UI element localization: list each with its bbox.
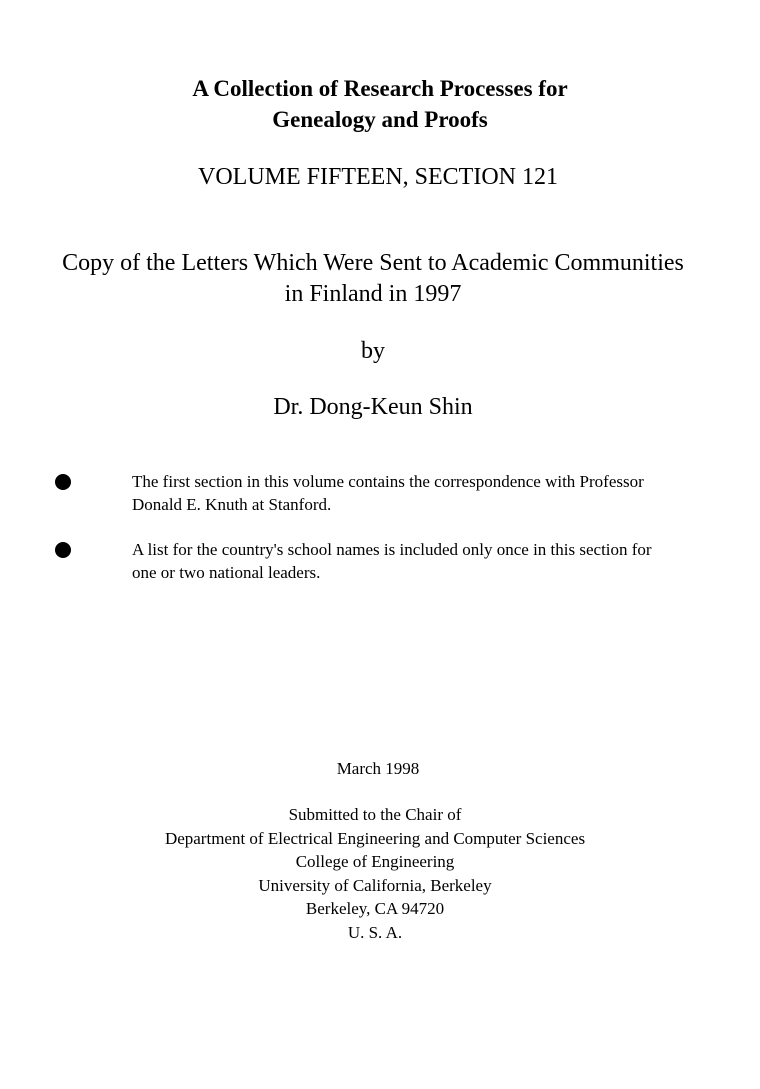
bullet-2-line-2: one or two national leaders. — [132, 563, 321, 582]
bullet-text — [132, 470, 707, 516]
submission-line-3: College of Engineering — [295, 852, 455, 872]
bullet-2-line-1: A list for the country's school names is included only once in this section for — [132, 540, 652, 559]
byline: by — [361, 338, 385, 364]
title-line-1: A Collection of Research Processes for — [192, 76, 568, 101]
document-title — [0, 73, 760, 135]
date: March 1998 — [336, 759, 420, 778]
bullet-text — [132, 538, 707, 584]
submission-block — [0, 803, 750, 945]
submission-line-2: Department of Electrical Engineering and Computer Sciences — [164, 828, 586, 848]
title-line-2: Genealogy and Proofs — [272, 107, 488, 132]
subtitle-line-2: in Finland in 1997 — [284, 281, 462, 307]
author-name: Dr. Dong-Keun Shin — [273, 394, 473, 420]
bullet-dot-icon — [55, 542, 71, 558]
bullet-1-line-1: The first section in this volume contains the correspondence with Professor — [132, 472, 644, 491]
submission-line-6: U. S. A. — [347, 922, 403, 942]
submission-line-4: University of California, Berkeley — [258, 875, 492, 895]
bullet-dot-icon — [55, 474, 71, 490]
submission-line-1: Submitted to the Chair of — [288, 805, 462, 824]
document-subtitle — [0, 248, 746, 310]
submission-line-5: Berkeley, CA 94720 — [305, 899, 445, 919]
bullet-1-line-2: Donald E. Knuth at Stanford. — [132, 495, 332, 514]
subtitle-line-1: Copy of the Letters Which Were Sent to Academic Communities — [62, 250, 684, 276]
volume-section-heading: VOLUME FIFTEEN, SECTION 121 — [198, 164, 558, 190]
